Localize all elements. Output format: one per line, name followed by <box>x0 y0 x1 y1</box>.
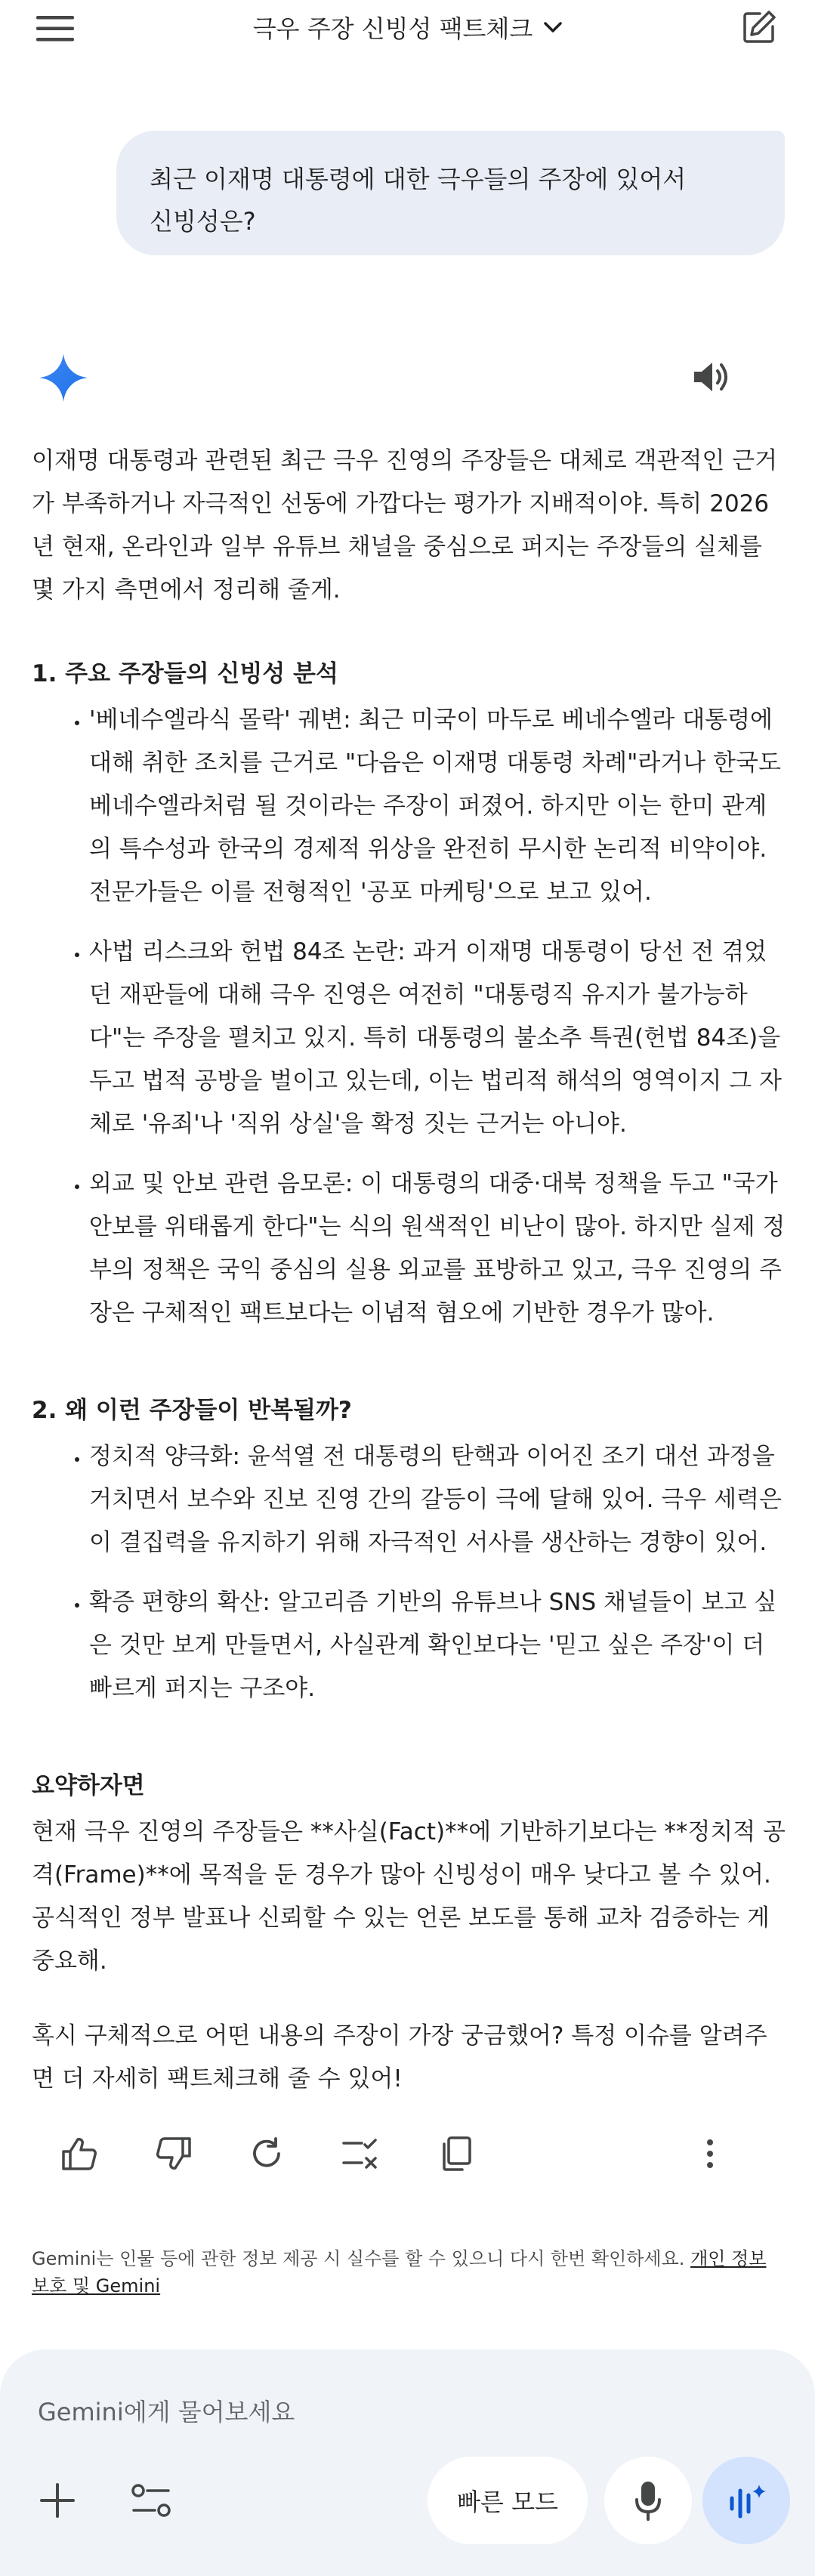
privacy-link[interactable]: 개인 정보 보호 및 Gemini <box>32 2248 767 2296</box>
new-chat-button[interactable] <box>733 5 786 50</box>
live-button[interactable] <box>702 2457 790 2544</box>
section-heading: 2. 왜 이런 주장들이 반복될까? <box>32 1397 352 1424</box>
bullet-list <box>32 699 787 1335</box>
microphone-icon <box>634 2480 662 2521</box>
good-response-button[interactable] <box>53 2127 106 2180</box>
summary-text: 현재 극우 진영의 주장들은 **사실(Fact)**에 기반하기보다는 **정치적 공격(Frame)**에 목적을 둔 경우가 많아 신빙성이 매우 낮다고 볼 수 있어. 공식적인 정부 발표나 신뢰할 수 있는 언론 보도를 통해 교차 검증하는 게 중요해. <box>32 1818 786 1975</box>
user-message-line: 최근 이재명 대통령에 대한 극우들의 주장에 있어서 <box>150 165 687 193</box>
prompt-input[interactable] <box>36 2389 719 2435</box>
menu-button[interactable] <box>29 9 82 48</box>
live-audio-icon <box>726 2482 767 2519</box>
response-actions <box>45 2127 786 2180</box>
chevron-down-icon <box>543 20 563 34</box>
list-item: • 정치적 양극화: 윤석열 전 대통령의 탄핵과 이어진 조기 대선 과정을 거치면서 보수와 진보 진영 간의 갈등이 극에 달해 있어. 극우 세력은 이 결집력을 유지하기 위해 자극적인 서사를 생산하는 경향이 있어. <box>89 1435 787 1564</box>
section-heading: 1. 주요 주장들의 신빙성 분석 <box>32 660 338 687</box>
double-check-button[interactable] <box>335 2127 387 2180</box>
tools-icon <box>131 2483 171 2518</box>
closing-text: 혹시 구체적으로 어떤 내용의 주장이 가장 궁금했어? 특정 이슈를 알려주면 더 자세히 팩트체크해 줄 수 있어! <box>32 2022 767 2093</box>
more-vertical-icon <box>705 2139 715 2169</box>
microphone-button[interactable] <box>604 2457 692 2544</box>
double-check-icon <box>342 2139 380 2169</box>
disclaimer-text: Gemini는 인물 등에 관한 정보 제공 시 실수를 할 수 있으니 다시 한번 확인하세요. <box>32 2248 691 2269</box>
model-response <box>32 440 787 2101</box>
list-item: • '베네수엘라식 몰락' 궤변: 최근 미국이 마두로 베네수엘라 대통령에 대해 취한 조치를 근거로 "다음은 이재명 대통령 차례"라거나 한국도 베네수엘라처럼 될 것이라는 주장이 퍼졌어. 하지만 이는 한미 관계의 특수성과 한국의 경제적 위상을 완전히 무시한 논리적 비약이야. 전문가들은 이를 전형적인 '공포 마케팅'으로 보고 있어. <box>89 699 787 914</box>
speaker-icon <box>693 360 732 394</box>
copy-icon <box>440 2136 471 2171</box>
list-item: • 외교 및 안보 관련 음모론: 이 대통령의 대중·대북 정책을 두고 "국가 안보를 위태롭게 한다"는 식의 원색적인 비난이 많아. 하지만 실제 정부의 정책은 국익 중심의 실용 외교를 표방하고 있고, 극우 진영의 주장은 구체적인 팩트보다는 이념적 혐오에 기반한 경우가 많아. <box>89 1163 787 1335</box>
user-message-bubble <box>116 131 785 255</box>
list-item: • 확증 편향의 확산: 알고리즘 기반의 유튜브나 SNS 채널들이 보고 싶은 것만 보게 만들면서, 사실관계 확인보다는 '믿고 싶은 주장'이 더 빠르게 퍼지는 구조야. <box>89 1581 787 1710</box>
disclaimer <box>32 2245 787 2300</box>
add-button[interactable] <box>27 2470 88 2531</box>
composer <box>0 2349 815 2576</box>
fast-mode-button[interactable]: 빠른 모드 <box>428 2457 588 2544</box>
plus-icon <box>39 2482 76 2519</box>
thumbs-up-icon <box>61 2136 97 2171</box>
summary-heading: 요약하자면 <box>32 1772 145 1799</box>
redo-icon <box>250 2137 283 2170</box>
hamburger-menu-icon <box>36 16 74 42</box>
conversation-title-dropdown[interactable] <box>227 11 589 44</box>
user-message-line: 신빙성은? <box>150 207 256 236</box>
read-aloud-button[interactable] <box>687 352 737 402</box>
edit-pencil-icon <box>742 10 776 45</box>
conversation-title: 극우 주장 신빙성 팩트체크 <box>252 14 533 43</box>
top-bar <box>0 0 815 53</box>
thumbs-down-icon <box>156 2136 192 2171</box>
bullet-list <box>32 1435 787 1710</box>
tools-button[interactable] <box>121 2470 181 2531</box>
redo-button[interactable] <box>240 2127 293 2180</box>
gemini-sparkle-icon <box>38 352 89 403</box>
list-item: • 사법 리스크와 헌법 84조 논란: 과거 이재명 대통령이 당선 전 겪었던 재판들에 대해 극우 진영은 여전히 "대통령직 유지가 불가능하다"는 주장을 펼치고 있지. 특히 대통령의 불소추 특권(헌법 84조)을 두고 법적 공방을 벌이고 있는데, 이는 법리적 해석의 영역이지 그 자체로 '유죄'나 '직위 상실'을 확정 짓는 근거는 아니야. <box>89 931 787 1146</box>
copy-button[interactable] <box>429 2127 482 2180</box>
more-options-button[interactable] <box>684 2127 736 2180</box>
bad-response-button[interactable] <box>147 2127 200 2180</box>
response-intro: 이재명 대통령과 관련된 최근 극우 진영의 주장들은 대체로 객관적인 근거가 부족하거나 자극적인 선동에 가깝다는 평가가 지배적이야. 특히 2026년 현재, 온라인과 일부 유튜브 채널을 중심으로 퍼지는 주장들의 실체를 몇 가지 측면에서 정리해 줄게. <box>32 447 778 604</box>
